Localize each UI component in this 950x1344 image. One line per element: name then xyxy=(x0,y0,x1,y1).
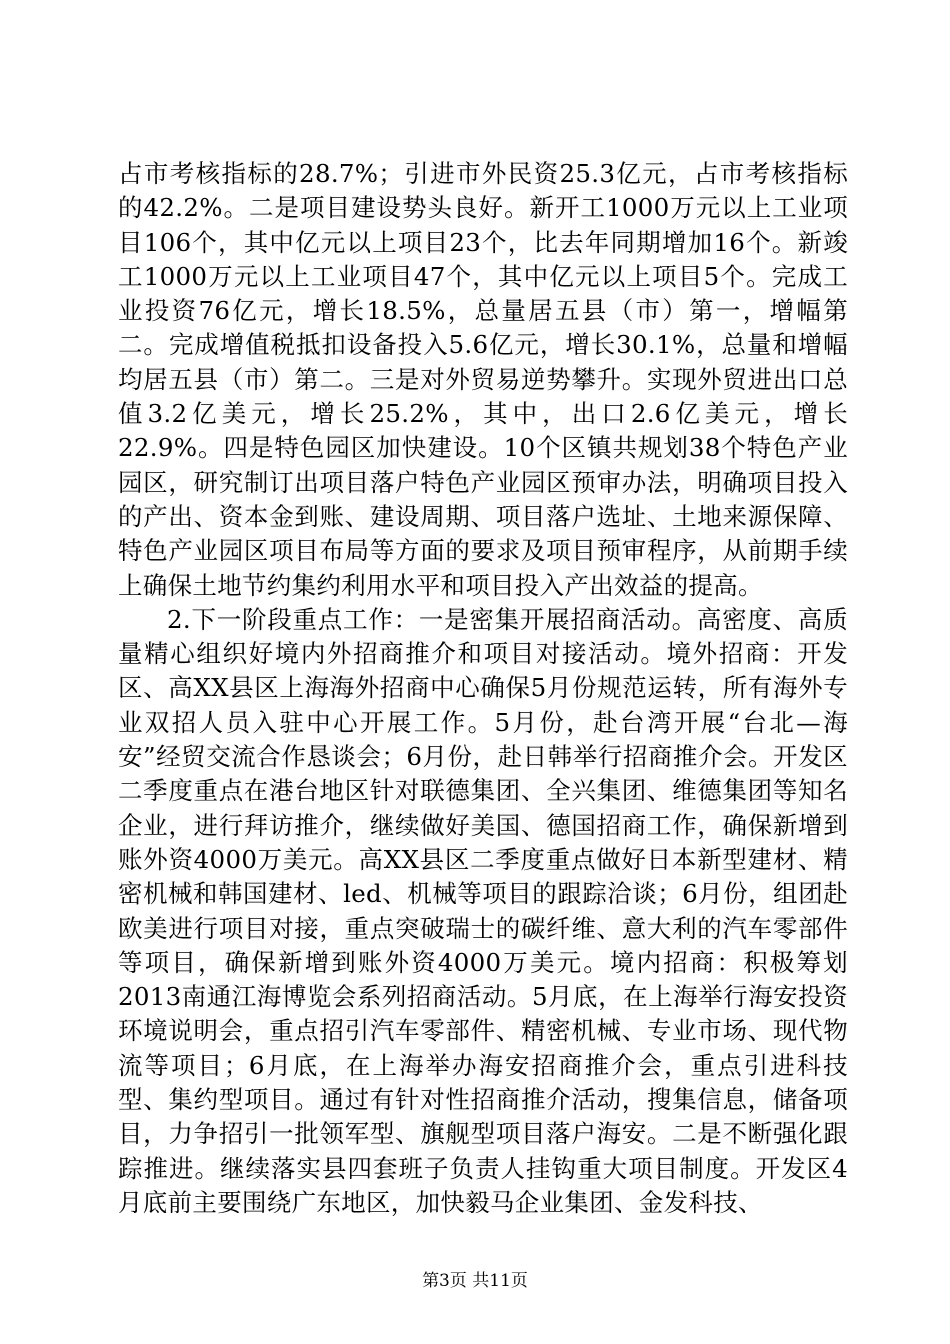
paragraph-1: 占市考核指标的28.7%；引进市外民资25.3亿元，占市考核指标的42.2%。二是项目建设势头良好。新开工1000万元以上工业项目106个，其中亿元以上项目23个，比去年同期增加16个。新竣工1000万元以上工业项目47个，其中亿元以上项目5个。完成工业投资76亿元，增长18.5%，总量居五县（市）第一，增幅第二。完成增值税抵扣设备投入5.6亿元，增长30.1%，总量和增幅均居五县（市）第二。三是对外贸易逆势攀升。实现外贸进出口总值3.2亿美元，增长25.2%，其中，出口2.6亿美元，增长22.9%。四是特色园区加快建设。10个区镇共规划38个特色产业园区，研究制订出项目落户特色产业园区预审办法，明确项目投入的产出、资本金到账、建设周期、项目落户选址、土地来源保障、特色产业园区项目布局等方面的要求及项目预审程序，从前期手续上确保土地节约集约利用水平和项目投入产出效益的提高。 xyxy=(118,159,848,600)
paragraph-2: 2.下一阶段重点工作：一是密集开展招商活动。高密度、高质量精心组织好境内外招商推介和项目对接活动。境外招商：开发区、高XX县区上海海外招商中心确保5月份规范运转，所有海外专业双招人员入驻中心开展工作。5月份，赴台湾开展“台北—海安”经贸交流合作恳谈会；6月份，赴日韩举行招商推介会。开发区二季度重点在港台地区针对联德集团、全兴集团、维德集团等知名企业，进行拜访推介，继续做好美国、德国招商工作，确保新增到账外资4000万美元。高XX县区二季度重点做好日本新型建材、精密机械和韩国建材、led、机械等项目的跟踪洽谈；6月份，组团赴欧美进行项目对接，重点突破瑞士的碳纤维、意大利的汽车零部件等项目，确保新增到账外资4000万美元。境内招商：积极筹划2013南通江海博览会系列招商活动。5月底，在上海举行海安投资环境说明会，重点招引汽车零部件、精密机械、专业市场、现代物流等项目；6月底，在上海举办海安招商推介会，重点引进科技型、集约型项目。通过有针对性招商推介活动，搜集信息，储备项目，力争招引一批领军型、旗舰型项目落户海安。二是不断强化跟踪推进。继续落实县四套班子负责人挂钩重大项目制度。开发区4月底前主要围绕广东地区，加快毅马企业集团、金发科技、 xyxy=(118,604,848,1217)
document-body xyxy=(118,157,848,1220)
page-number: 第3页 共11页 xyxy=(422,1271,528,1291)
page-footer xyxy=(0,1270,950,1292)
